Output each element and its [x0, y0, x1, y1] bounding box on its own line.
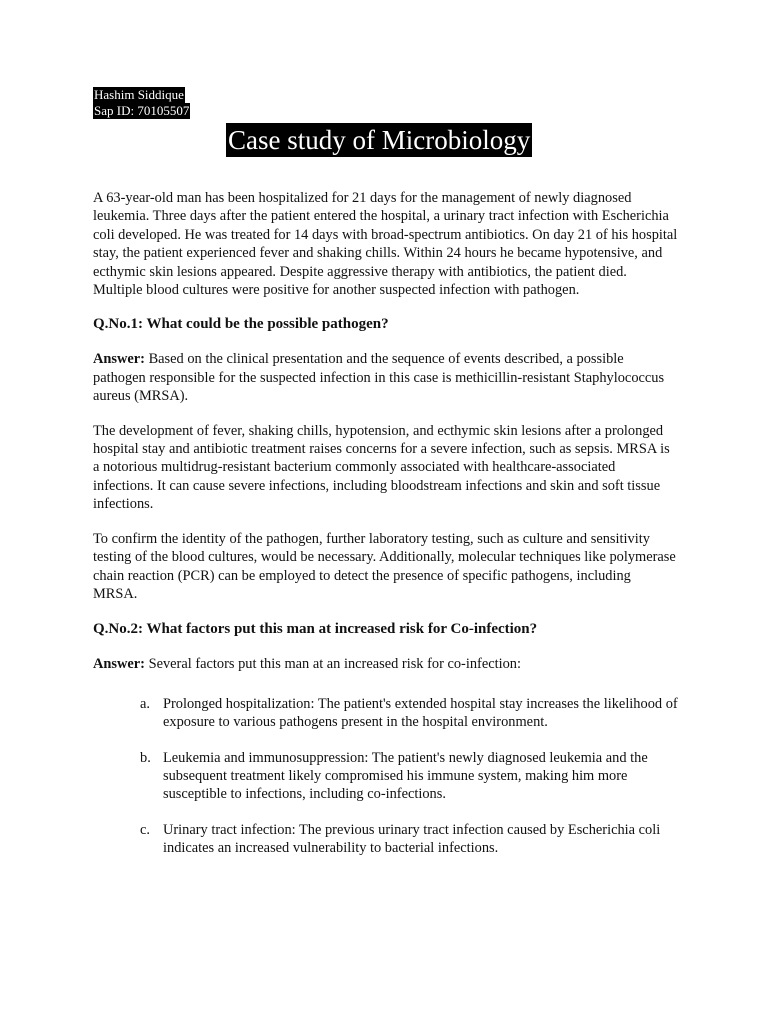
answer-1-paragraph-2: The development of fever, shaking chills, hypotension, and ecthymic skin lesions after a prolonged hospital stay and antibiotic treatment raises concerns for a severe infection, such as sepsis. MRSA is a notorious multidrug-resistant bacterium commonly associated with healthcare-associated infections. It can cause severe infections, including bloodstream infections and skin and soft tissue infections. — [93, 422, 670, 513]
answer-1-paragraph — [93, 350, 678, 405]
answer-1-text: Based on the clinical presentation and the sequence of events described, a possible pathogen responsible for the suspected infection in this case is methicillin-resistant Staphylococcus aureus (MRSA). — [93, 351, 665, 405]
list-item-text: Leukemia and immunosuppression: The patient's newly diagnosed leukemia and the subsequent treatment likely compromised his immune system, making him more susceptible to infections, including co-infections. — [163, 749, 648, 803]
answer-2-paragraph — [93, 655, 678, 673]
list-marker: b. — [140, 749, 151, 766]
answer-2-label: Answer: — [93, 656, 145, 673]
question-2: Q.No.2: What factors put this man at increased risk for Co-infection? — [93, 621, 538, 638]
list-item-text: Prolonged hospitalization: The patient's extended hospital stay increases the likelihood of exposure to various pathogens present in the hospital environment. — [163, 695, 678, 731]
sap-id: Sap ID: 70105507 — [94, 103, 190, 118]
list-item-text: Urinary tract infection: The previous urinary tract infection caused by Escherichia coli indicates an increased vulnerability to bacterial infections. — [163, 821, 661, 857]
document-body — [93, 189, 678, 875]
question-1: Q.No.1: What could be the possible pathogen? — [93, 316, 389, 333]
list-item — [93, 821, 678, 858]
answer-1-paragraph-3: To confirm the identity of the pathogen, further laboratory testing, such as culture and sensitivity testing of the blood cultures, would be necessary. Additionally, molecular techniques like polymerase chain reaction (PCR) can be employed to detect the presence of specific pathogens, including MRSA. — [93, 530, 676, 602]
answer-1-label: Answer: — [93, 351, 145, 368]
case-intro-paragraph: A 63-year-old man has been hospitalized for 21 days for the management of newly diagnosed leukemia. Three days after the patient entered the hospital, a urinary tract infection with Escherichia coli developed. He was treated for 14 days with broad-spectrum antibiotics. On day 21 of his hospital stay, the patient experienced fever and shaking chills. Within 24 hours he became hypotensive, and ecthymic skin lesions appeared. Despite aggressive therapy with antibiotics, the patient died. Multiple blood cultures were positive for another suspected infection with pathogen. — [93, 190, 678, 299]
answer-2-text: Several factors put this man at an increased risk for co-infection: — [144, 656, 521, 673]
author-name: Hashim Siddique — [94, 87, 184, 102]
list-marker: a. — [140, 695, 150, 712]
list-item — [93, 695, 678, 732]
document-title: Case study of Microbiology — [228, 125, 531, 155]
list-item — [93, 749, 678, 804]
risk-factor-list — [93, 695, 678, 858]
author-block — [93, 87, 190, 119]
list-marker: c. — [140, 821, 150, 838]
